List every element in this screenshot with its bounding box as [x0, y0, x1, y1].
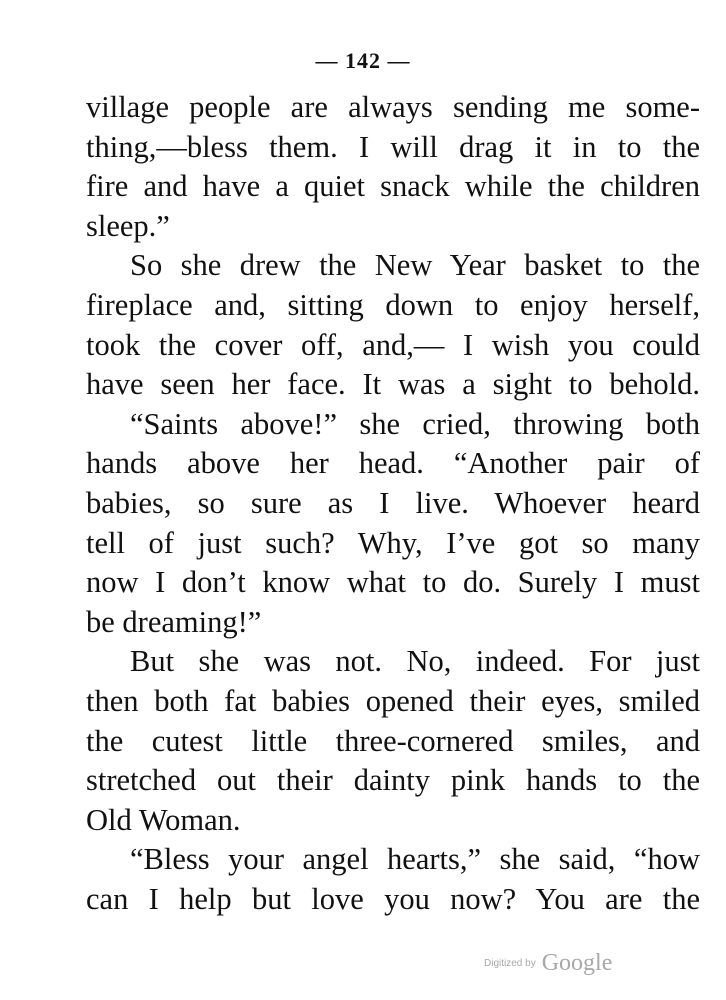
- text-line: be dreaming!”: [86, 604, 262, 639]
- text-line: fire and have a quiet snack while the children: [86, 169, 700, 204]
- text-line: the cutest little three-cornered smiles, and: [86, 723, 700, 758]
- text-line: babies, so sure as I live. Whoever heard: [86, 485, 700, 520]
- text-line: village people are always sending me some-: [86, 90, 700, 124]
- text-line: now I don’t know what to do. Surely I must: [86, 565, 700, 600]
- text-line: can I help but love you now? You are the: [86, 881, 700, 916]
- body-text: [86, 88, 700, 919]
- text-line: So she drew the New Year basket to the: [130, 248, 700, 283]
- text-line: fireplace and, sitting down to enjoy herself,: [86, 287, 700, 322]
- text-line: “Bless your angel hearts,” she said, “how: [130, 842, 700, 877]
- text-line: hands above her head. “Another pair of: [86, 446, 700, 481]
- text-line: have seen her face. It was a sight to behold.: [86, 367, 700, 402]
- text-line: stretched out their dainty pink hands to the: [86, 763, 700, 798]
- text-line: Old Woman.: [86, 802, 241, 837]
- text-line: “Saints above!” she cried, throwing both: [130, 406, 700, 441]
- text-line: then both fat babies opened their eyes, smiled: [86, 683, 700, 718]
- google-logo: Google: [541, 950, 613, 976]
- text-line: sleep.”: [86, 208, 170, 243]
- page-number: — 142 —: [315, 48, 411, 73]
- digitized-by-google-watermark: [484, 950, 612, 977]
- text-line: thing,—bless them. I will drag it in to the: [86, 129, 700, 164]
- watermark-prefix: Digitized by: [484, 958, 536, 969]
- text-line: tell of just such? Why, I’ve got so many: [86, 525, 700, 560]
- text-line: But she was not. No, indeed. For just: [130, 644, 700, 679]
- text-line: took the cover off, and,— I wish you could: [86, 327, 700, 362]
